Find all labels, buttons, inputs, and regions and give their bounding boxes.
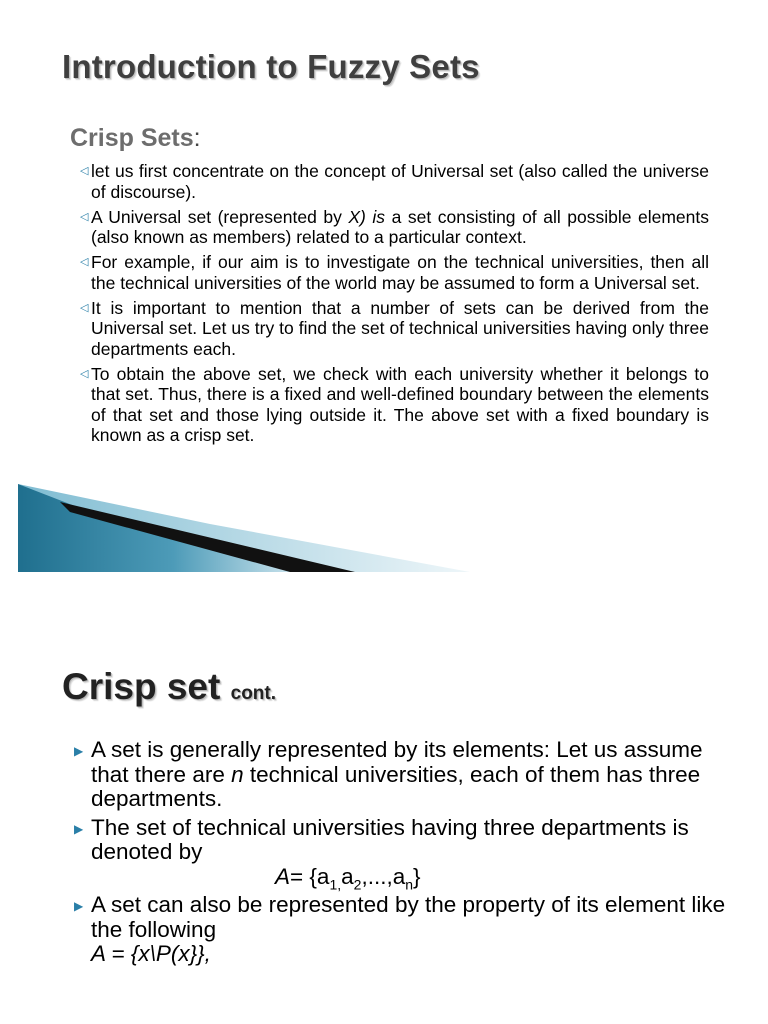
property-formula: A = {x\P(x}}, [91, 941, 211, 966]
triangle-bullet-icon: ▶ [74, 821, 84, 836]
slide-1-title: Introduction to Fuzzy Sets [62, 48, 480, 85]
slide-2-title: Crisp set cont. [62, 666, 277, 707]
slide-1-bullet-list [78, 161, 709, 450]
arrow-bullet-icon: ◁ [80, 210, 89, 223]
list-item: ◁ To obtain the above set, we check with each university whether it belongs to that set. Thus, there is a fixed and well-defined boundary between the elements of that set and those lying outside it. The above set with a fixed boundary is known as a crisp set. [80, 363, 709, 445]
triangle-bullet-icon: ▶ [74, 899, 84, 913]
triangle-bullet-icon: ▶ [74, 744, 84, 758]
slide-2-bullet-list [74, 738, 734, 971]
list-item: ▶ A set can also be represented by the property of its element like the following A = {x\P(x}}, [74, 892, 726, 966]
list-item: ◁ It is important to mention that a number of sets can be derived from the Universal set. Let us try to find the set of technical universities having only three departments each. [80, 297, 709, 359]
list-item: ▶ The set of technical universities having three departments is denoted by $A= \{a_{1,}a_2,...,a_n\}$ [74, 816, 734, 890]
decorative-swoosh [0, 484, 470, 574]
list-item: ◁ let us first concentrate on the concept of Universal set (also called the universe of discourse). [80, 161, 709, 202]
list-item: ▶ A set is generally represented by its elements: Let us assume that there are n technical universities, each of them has three departments. [74, 737, 703, 811]
list-item: ◁ A Universal set (represented by X) is a set consisting of all possible elements (also known as members) related to a particular context. [80, 206, 709, 247]
arrow-bullet-icon: ◁ [80, 301, 89, 314]
slide-2 [0, 580, 768, 1024]
arrow-bullet-icon: ◁ [80, 165, 89, 177]
arrow-bullet-icon: ◁ [80, 256, 89, 268]
arrow-bullet-icon: ◁ [80, 367, 89, 380]
set-formula: $A= \{a_{1,}a_2,...,a_n\}$ [275, 863, 421, 892]
list-item: ◁ For example, if our aim is to investigate on the technical universities, then all the technical universities of the world may be assumed to form a Universal set. [80, 252, 709, 293]
section-heading: Crisp Sets: [70, 124, 201, 152]
